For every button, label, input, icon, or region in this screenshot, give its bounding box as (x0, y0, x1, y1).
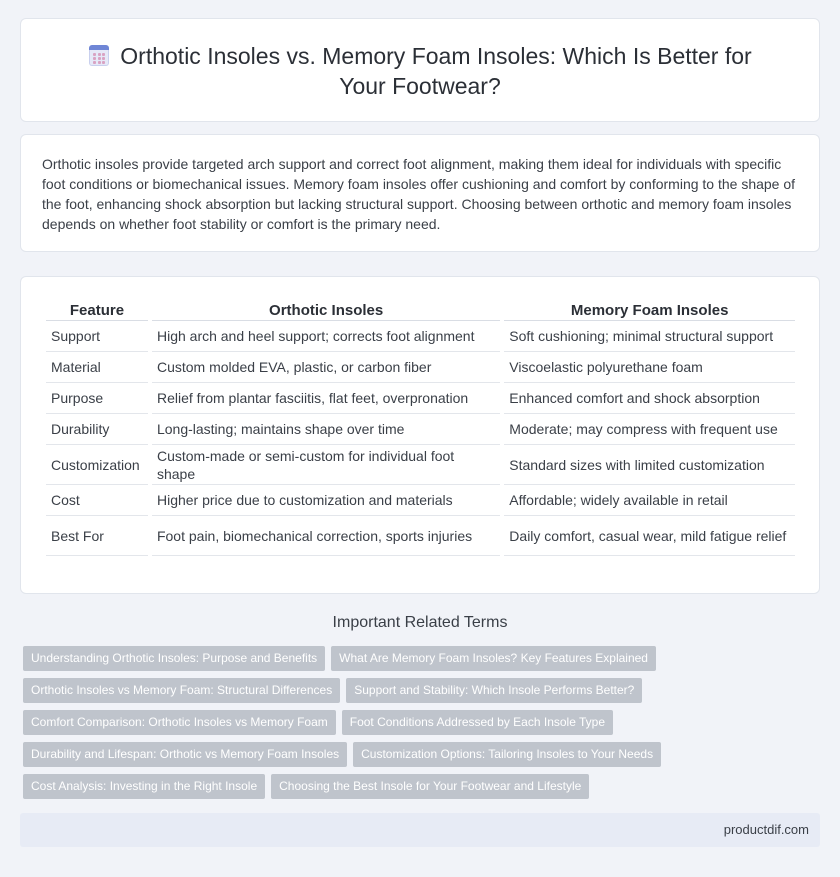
header-memory-foam: Memory Foam Insoles (504, 295, 795, 321)
orthotic-cell: Foot pain, biomechanical correction, sports injuries (152, 516, 500, 556)
feature-cell: Durability (46, 414, 148, 445)
feature-cell: Support (46, 321, 148, 352)
intro-card (20, 134, 820, 252)
related-term-tag[interactable]: Comfort Comparison: Orthotic Insoles vs Memory Foam (23, 710, 336, 735)
table-header-row (46, 295, 795, 321)
header-feature: Feature (46, 295, 148, 321)
feature-cell: Best For (46, 516, 148, 556)
table-row (46, 414, 795, 445)
table-row (46, 321, 795, 352)
related-term-tag[interactable]: Orthotic Insoles vs Memory Foam: Structural Differences (23, 678, 340, 703)
footer-site-link[interactable]: productdif.com (723, 822, 809, 837)
feature-cell: Cost (46, 485, 148, 516)
related-term-tag[interactable]: Understanding Orthotic Insoles: Purpose and Benefits (23, 646, 325, 671)
orthotic-cell: Higher price due to customization and materials (152, 485, 500, 516)
orthotic-cell: Custom-made or semi-custom for individual foot shape (152, 445, 500, 485)
title-card (20, 18, 820, 122)
table-row (46, 485, 795, 516)
related-term-tag[interactable]: Durability and Lifespan: Orthotic vs Memory Foam Insoles (23, 742, 347, 767)
orthotic-cell: Custom molded EVA, plastic, or carbon fiber (152, 352, 500, 383)
calendar-icon (88, 43, 110, 67)
table-row (46, 383, 795, 414)
related-term-tag[interactable]: Cost Analysis: Investing in the Right Insole (23, 774, 265, 799)
table-row (46, 352, 795, 383)
comparison-table (42, 295, 799, 556)
related-terms-heading: Important Related Terms (332, 614, 508, 631)
memory-foam-cell: Moderate; may compress with frequent use (504, 414, 795, 445)
orthotic-cell: Long-lasting; maintains shape over time (152, 414, 500, 445)
related-term-tag[interactable]: Support and Stability: Which Insole Performs Better? (346, 678, 642, 703)
orthotic-cell: High arch and heel support; corrects foot alignment (152, 321, 500, 352)
title-line-1: Orthotic Insoles vs. Memory Foam Insoles: Which Is Better for (120, 43, 752, 69)
header-orthotic: Orthotic Insoles (152, 295, 500, 321)
related-term-tag[interactable]: Choosing the Best Insole for Your Footwear and Lifestyle (271, 774, 589, 799)
related-term-tag[interactable]: Foot Conditions Addressed by Each Insole Type (342, 710, 613, 735)
memory-foam-cell: Soft cushioning; minimal structural support (504, 321, 795, 352)
table-row (46, 445, 795, 485)
memory-foam-cell: Enhanced comfort and shock absorption (504, 383, 795, 414)
memory-foam-cell: Affordable; widely available in retail (504, 485, 795, 516)
feature-cell: Material (46, 352, 148, 383)
related-term-tag[interactable]: Customization Options: Tailoring Insoles to Your Needs (353, 742, 661, 767)
memory-foam-cell: Standard sizes with limited customization (504, 445, 795, 485)
footer-bar (20, 813, 820, 847)
title-line-2: Your Footwear? (339, 73, 501, 99)
related-term-tag[interactable]: What Are Memory Foam Insoles? Key Features Explained (331, 646, 656, 671)
feature-cell: Purpose (46, 383, 148, 414)
intro-paragraph: Orthotic insoles provide targeted arch support and correct foot alignment, making them ideal for individuals with specific foot conditions or biomechanical issues. Memory foam insoles offer cushioning and comfort by conforming to the shape of the foot, enhancing shock absorption but lacking structural support. Choosing between orthotic and memory foam insoles depends on whether foot stability or comfort is the primary need. (42, 156, 796, 232)
table-row (46, 516, 795, 556)
feature-cell: Customization (46, 445, 148, 485)
memory-foam-cell: Daily comfort, casual wear, mild fatigue relief (504, 516, 795, 556)
memory-foam-cell: Viscoelastic polyurethane foam (504, 352, 795, 383)
page-title (21, 41, 819, 101)
comparison-card (20, 276, 820, 594)
orthotic-cell: Relief from plantar fasciitis, flat feet, overpronation (152, 383, 500, 414)
related-terms-list (23, 646, 813, 806)
